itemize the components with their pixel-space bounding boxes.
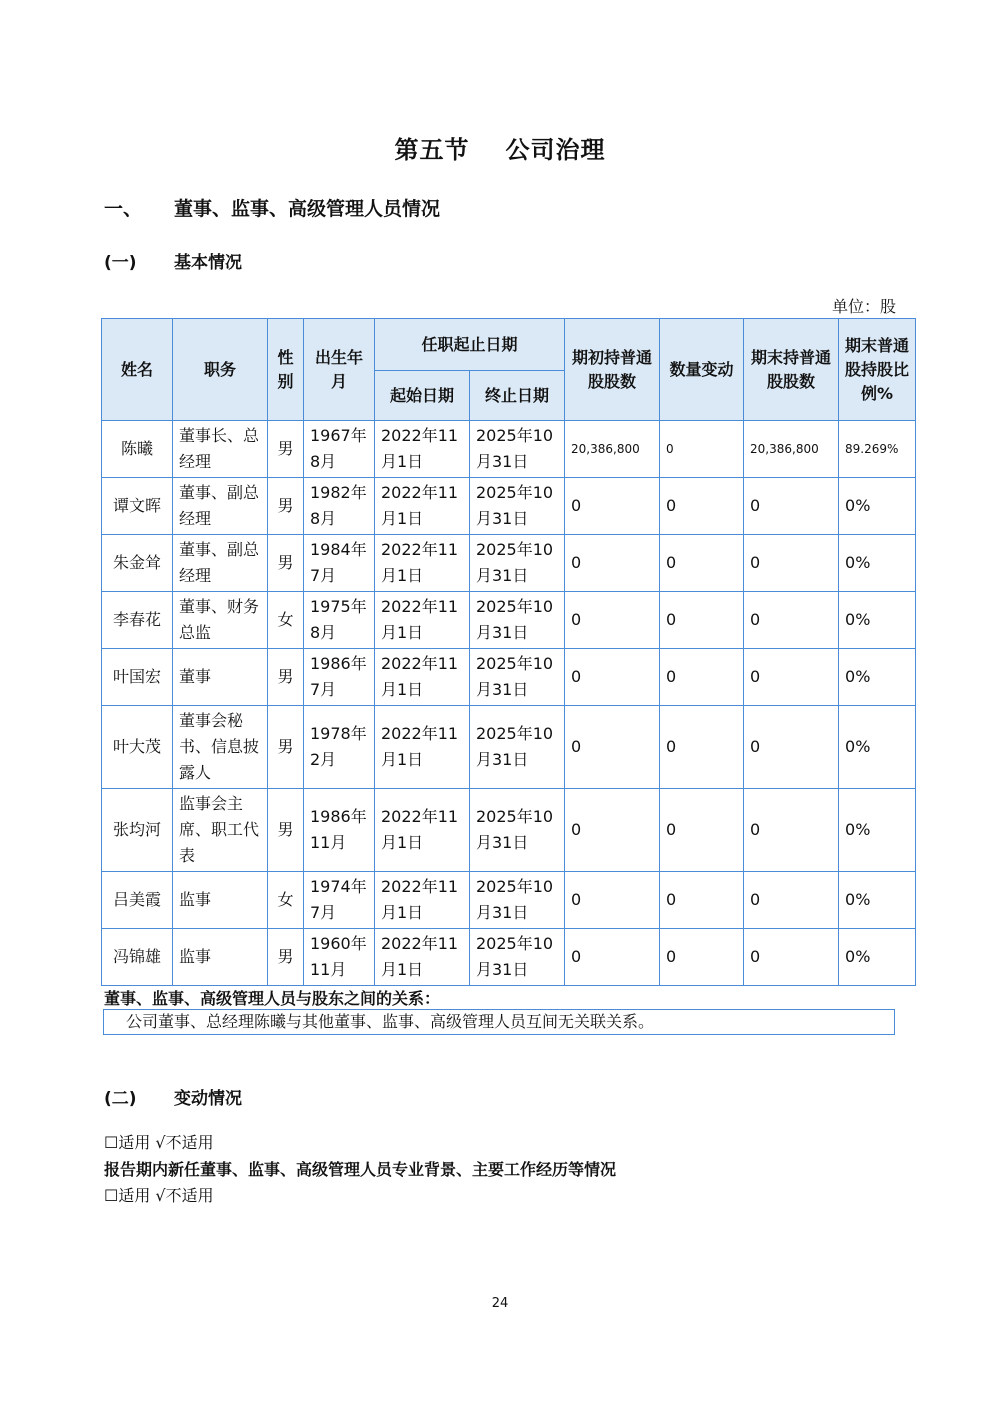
cell-birth: 1975年8月 xyxy=(304,592,375,649)
cell-start: 2022年11月1日 xyxy=(375,592,470,649)
section-title xyxy=(0,130,1000,165)
heading-changes-number: (二) xyxy=(104,1089,137,1109)
cell-name: 吕美霞 xyxy=(102,872,173,929)
cell-name: 冯锦雄 xyxy=(102,929,173,986)
section-name: 公司治理 xyxy=(505,136,606,164)
cell-end: 2025年10月31日 xyxy=(470,789,565,872)
heading-basic-info xyxy=(104,248,242,273)
cell-birth: 1978年2月 xyxy=(304,706,375,789)
cell-begin-shares: 0 xyxy=(565,649,660,706)
relation-text-box: 公司董事、总经理陈曦与其他董事、监事、高级管理人员互间无关联关系。 xyxy=(103,1009,895,1035)
cell-end: 2025年10月31日 xyxy=(470,421,565,478)
header-start-date: 起始日期 xyxy=(375,371,470,421)
cell-begin-shares: 0 xyxy=(565,789,660,872)
cell-end: 2025年10月31日 xyxy=(470,929,565,986)
cell-start: 2022年11月1日 xyxy=(375,872,470,929)
cell-begin-shares: 0 xyxy=(565,872,660,929)
cell-gender: 男 xyxy=(268,789,304,872)
cell-change: 0 xyxy=(660,592,744,649)
header-position: 职务 xyxy=(173,319,268,421)
applicable-option-1: ☐适用 √不适用 xyxy=(104,1133,214,1152)
cell-gender: 女 xyxy=(268,872,304,929)
header-end-date: 终止日期 xyxy=(470,371,565,421)
page-number: 24 xyxy=(491,1296,509,1311)
cell-begin-shares: 0 xyxy=(565,535,660,592)
cell-start: 2022年11月1日 xyxy=(375,478,470,535)
cell-begin-shares: 0 xyxy=(565,706,660,789)
header-begin-shares: 期初持普通股股数 xyxy=(565,319,660,421)
cell-position: 监事会主席、职工代表 xyxy=(173,789,268,872)
cell-end-shares: 20,386,800 xyxy=(744,421,839,478)
cell-begin-shares: 0 xyxy=(565,929,660,986)
cell-end: 2025年10月31日 xyxy=(470,872,565,929)
cell-ratio: 0% xyxy=(839,706,916,789)
cell-end-shares: 0 xyxy=(744,706,839,789)
cell-end-shares: 0 xyxy=(744,478,839,535)
cell-ratio: 89.269% xyxy=(839,421,916,478)
cell-end-shares: 0 xyxy=(744,789,839,872)
cell-end: 2025年10月31日 xyxy=(470,535,565,592)
cell-birth: 1982年8月 xyxy=(304,478,375,535)
cell-start: 2022年11月1日 xyxy=(375,421,470,478)
cell-start: 2022年11月1日 xyxy=(375,535,470,592)
cell-start: 2022年11月1日 xyxy=(375,706,470,789)
cell-gender: 男 xyxy=(268,929,304,986)
cell-gender: 男 xyxy=(268,421,304,478)
cell-gender: 男 xyxy=(268,706,304,789)
cell-end-shares: 0 xyxy=(744,929,839,986)
cell-name: 张均河 xyxy=(102,789,173,872)
cell-name: 叶国宏 xyxy=(102,649,173,706)
cell-birth: 1984年7月 xyxy=(304,535,375,592)
heading-basic-info-text: 基本情况 xyxy=(174,253,242,273)
table-row xyxy=(102,649,916,706)
personnel-table xyxy=(101,318,916,986)
cell-begin-shares: 20,386,800 xyxy=(565,421,660,478)
table-row xyxy=(102,789,916,872)
cell-change: 0 xyxy=(660,421,744,478)
applicable-option-2: ☐适用 √不适用 xyxy=(104,1186,214,1205)
cell-start: 2022年11月1日 xyxy=(375,789,470,872)
cell-end-shares: 0 xyxy=(744,592,839,649)
cell-birth: 1960年11月 xyxy=(304,929,375,986)
header-birth: 出生年月 xyxy=(304,319,375,421)
cell-gender: 男 xyxy=(268,649,304,706)
cell-ratio: 0% xyxy=(839,592,916,649)
cell-ratio: 0% xyxy=(839,535,916,592)
cell-start: 2022年11月1日 xyxy=(375,649,470,706)
cell-ratio: 0% xyxy=(839,478,916,535)
cell-change: 0 xyxy=(660,706,744,789)
cell-position: 董事、财务总监 xyxy=(173,592,268,649)
heading-basic-info-number: (一) xyxy=(104,253,137,273)
cell-change: 0 xyxy=(660,649,744,706)
header-change: 数量变动 xyxy=(660,319,744,421)
table-row xyxy=(102,421,916,478)
cell-position: 董事、副总经理 xyxy=(173,535,268,592)
cell-end-shares: 0 xyxy=(744,649,839,706)
heading-changes xyxy=(104,1084,242,1109)
cell-begin-shares: 0 xyxy=(565,478,660,535)
cell-name: 谭文晖 xyxy=(102,478,173,535)
section-number: 第五节 xyxy=(394,136,470,164)
cell-gender: 男 xyxy=(268,535,304,592)
cell-end-shares: 0 xyxy=(744,535,839,592)
cell-position: 监事 xyxy=(173,929,268,986)
cell-birth: 1986年11月 xyxy=(304,789,375,872)
table-row xyxy=(102,592,916,649)
header-gender: 性别 xyxy=(268,319,304,421)
heading-changes-text: 变动情况 xyxy=(174,1089,242,1109)
cell-ratio: 0% xyxy=(839,929,916,986)
cell-end: 2025年10月31日 xyxy=(470,649,565,706)
heading-level1 xyxy=(104,194,440,221)
table-row xyxy=(102,872,916,929)
cell-name: 叶大茂 xyxy=(102,706,173,789)
cell-begin-shares: 0 xyxy=(565,592,660,649)
cell-position: 董事长、总经理 xyxy=(173,421,268,478)
relation-heading: 董事、监事、高级管理人员与股东之间的关系： xyxy=(104,989,441,1008)
table-row xyxy=(102,929,916,986)
table-row xyxy=(102,706,916,789)
header-end-shares: 期末持普通股股数 xyxy=(744,319,839,421)
cell-end: 2025年10月31日 xyxy=(470,478,565,535)
cell-name: 李春花 xyxy=(102,592,173,649)
cell-name: 朱金耸 xyxy=(102,535,173,592)
cell-birth: 1986年7月 xyxy=(304,649,375,706)
cell-change: 0 xyxy=(660,872,744,929)
header-term: 任职起止日期 xyxy=(375,319,565,371)
cell-name: 陈曦 xyxy=(102,421,173,478)
cell-end-shares: 0 xyxy=(744,872,839,929)
header-ratio: 期末普通股持股比例% xyxy=(839,319,916,421)
cell-gender: 女 xyxy=(268,592,304,649)
cell-end: 2025年10月31日 xyxy=(470,592,565,649)
table-row xyxy=(102,535,916,592)
cell-position: 董事 xyxy=(173,649,268,706)
cell-birth: 1974年7月 xyxy=(304,872,375,929)
table-row xyxy=(102,478,916,535)
cell-change: 0 xyxy=(660,789,744,872)
heading-level1-number: 一、 xyxy=(104,198,143,220)
cell-end: 2025年10月31日 xyxy=(470,706,565,789)
cell-position: 董事、副总经理 xyxy=(173,478,268,535)
new-members-heading: 报告期内新任董事、监事、高级管理人员专业背景、主要工作经历等情况 xyxy=(104,1160,617,1179)
cell-change: 0 xyxy=(660,535,744,592)
cell-birth: 1967年8月 xyxy=(304,421,375,478)
cell-position: 董事会秘书、信息披露人 xyxy=(173,706,268,789)
cell-ratio: 0% xyxy=(839,649,916,706)
cell-position: 监事 xyxy=(173,872,268,929)
heading-level1-text: 董事、监事、高级管理人员情况 xyxy=(174,198,441,220)
cell-ratio: 0% xyxy=(839,872,916,929)
cell-ratio: 0% xyxy=(839,789,916,872)
cell-gender: 男 xyxy=(268,478,304,535)
cell-start: 2022年11月1日 xyxy=(375,929,470,986)
cell-change: 0 xyxy=(660,929,744,986)
cell-change: 0 xyxy=(660,478,744,535)
unit-label: 单位：股 xyxy=(831,297,896,316)
header-name: 姓名 xyxy=(102,319,173,421)
